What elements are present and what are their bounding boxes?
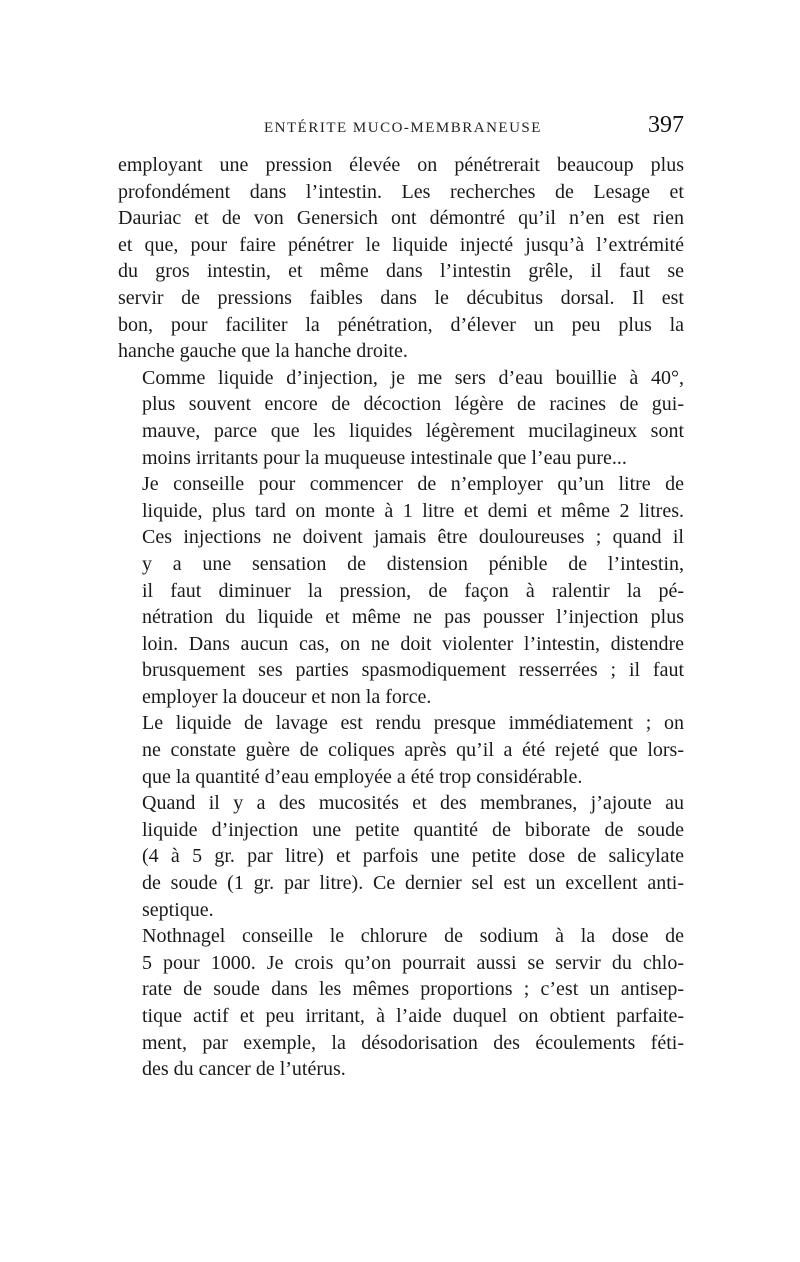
running-head [118,110,684,144]
text-line: Nothnagel conseille le chlorure de sodium à la dose de [142,925,684,948]
text-line: tique actif et peu irritant, à l’aide duquel on obtient parfaite- [142,1005,684,1027]
text-line: il faut diminuer la pression, de façon à ralentir la pé- [142,579,684,602]
text-line: liquide, plus tard on monte à 1 litre et demi et même 2 litres. [142,499,684,522]
text-line: employer la douceur et non la force. [142,685,432,708]
text-line: moins irritants pour la muqueuse intestinale que l’eau pure... [142,446,627,469]
text-line: ment, par exemple, la désodorisation des écoulements féti- [142,1031,684,1054]
text-line: Le liquide de lavage est rendu presque immédiatement ; on [142,712,684,735]
text-line: et que, pour faire pénétrer le liquide injecté jusqu’à l’extrémité [118,233,684,256]
text-line: mauve, parce que les liquides légèrement mucilagineux sont [142,419,684,442]
text-line: Dauriac et de von Genersich ont démontré qu’il n’en est rien [118,207,684,230]
text-line: plus souvent encore de décoction légère de racines de gui- [142,393,684,416]
paragraph-5 [118,790,684,923]
text-line: hanche gauche que la hanche droite. [118,340,408,363]
text-line: employant une pression élevée on pénétrerait beaucoup plus [118,154,684,176]
text-line: (4 à 5 gr. par litre) et parfois une petite dose de salicylate [142,845,684,868]
text-line: servir de pressions faibles dans le décubitus dorsal. Il est [118,286,684,309]
running-title: ENTÉRITE MUCO-MEMBRANEUSE [264,120,542,136]
page-number: 397 [648,112,684,138]
paragraph-2 [118,365,684,471]
text-line: y a une sensation de distension pénible de l’intestin, [142,552,684,575]
paragraph-3 [118,471,684,710]
text-line: 5 pour 1000. Je crois qu’on pourrait aussi se servir du chlo- [142,951,684,974]
text-line: liquide d’injection une petite quantité de biborate de soude [142,818,684,841]
body-text [118,152,684,1083]
text-line: loin. Dans aucun cas, on ne doit violenter l’intestin, distendre [142,632,684,655]
text-line: bon, pour faciliter la pénétration, d’élever un peu plus la [118,313,684,336]
text-line: nétration du liquide et même ne pas pousser l’injection plus [142,606,684,629]
text-line: du gros intestin, et même dans l’intestin grêle, il faut se [118,260,684,283]
paragraph-6 [118,923,684,1083]
text-line: Comme liquide d’injection, je me sers d’eau bouillie à 40°, [142,366,684,389]
text-line: brusquement ses parties spasmodiquement resserrées ; il faut [142,659,684,682]
text-line: Quand il y a des mucosités et des membranes, j’ajoute au [142,792,684,815]
paragraph-4 [118,710,684,790]
paragraph-1 [118,152,684,365]
text-line: de soude (1 gr. par litre). Ce dernier sel est un excellent anti- [142,872,684,895]
text-line: septique. [142,898,214,921]
text-line: profondément dans l’intestin. Les recherches de Lesage et [118,180,684,203]
text-line: Ces injections ne doivent jamais être douloureuses ; quand il [142,526,684,549]
text-line: que la quantité d’eau employée a été trop considérable. [142,765,583,788]
text-line: des du cancer de l’utérus. [142,1058,346,1081]
text-line: Je conseille pour commencer de n’employer qu’un litre de [142,473,684,496]
text-line: rate de soude dans les mêmes proportions ; c’est un antisep- [142,978,684,1001]
text-line: ne constate guère de coliques après qu’il a été rejeté que lors- [142,739,684,762]
